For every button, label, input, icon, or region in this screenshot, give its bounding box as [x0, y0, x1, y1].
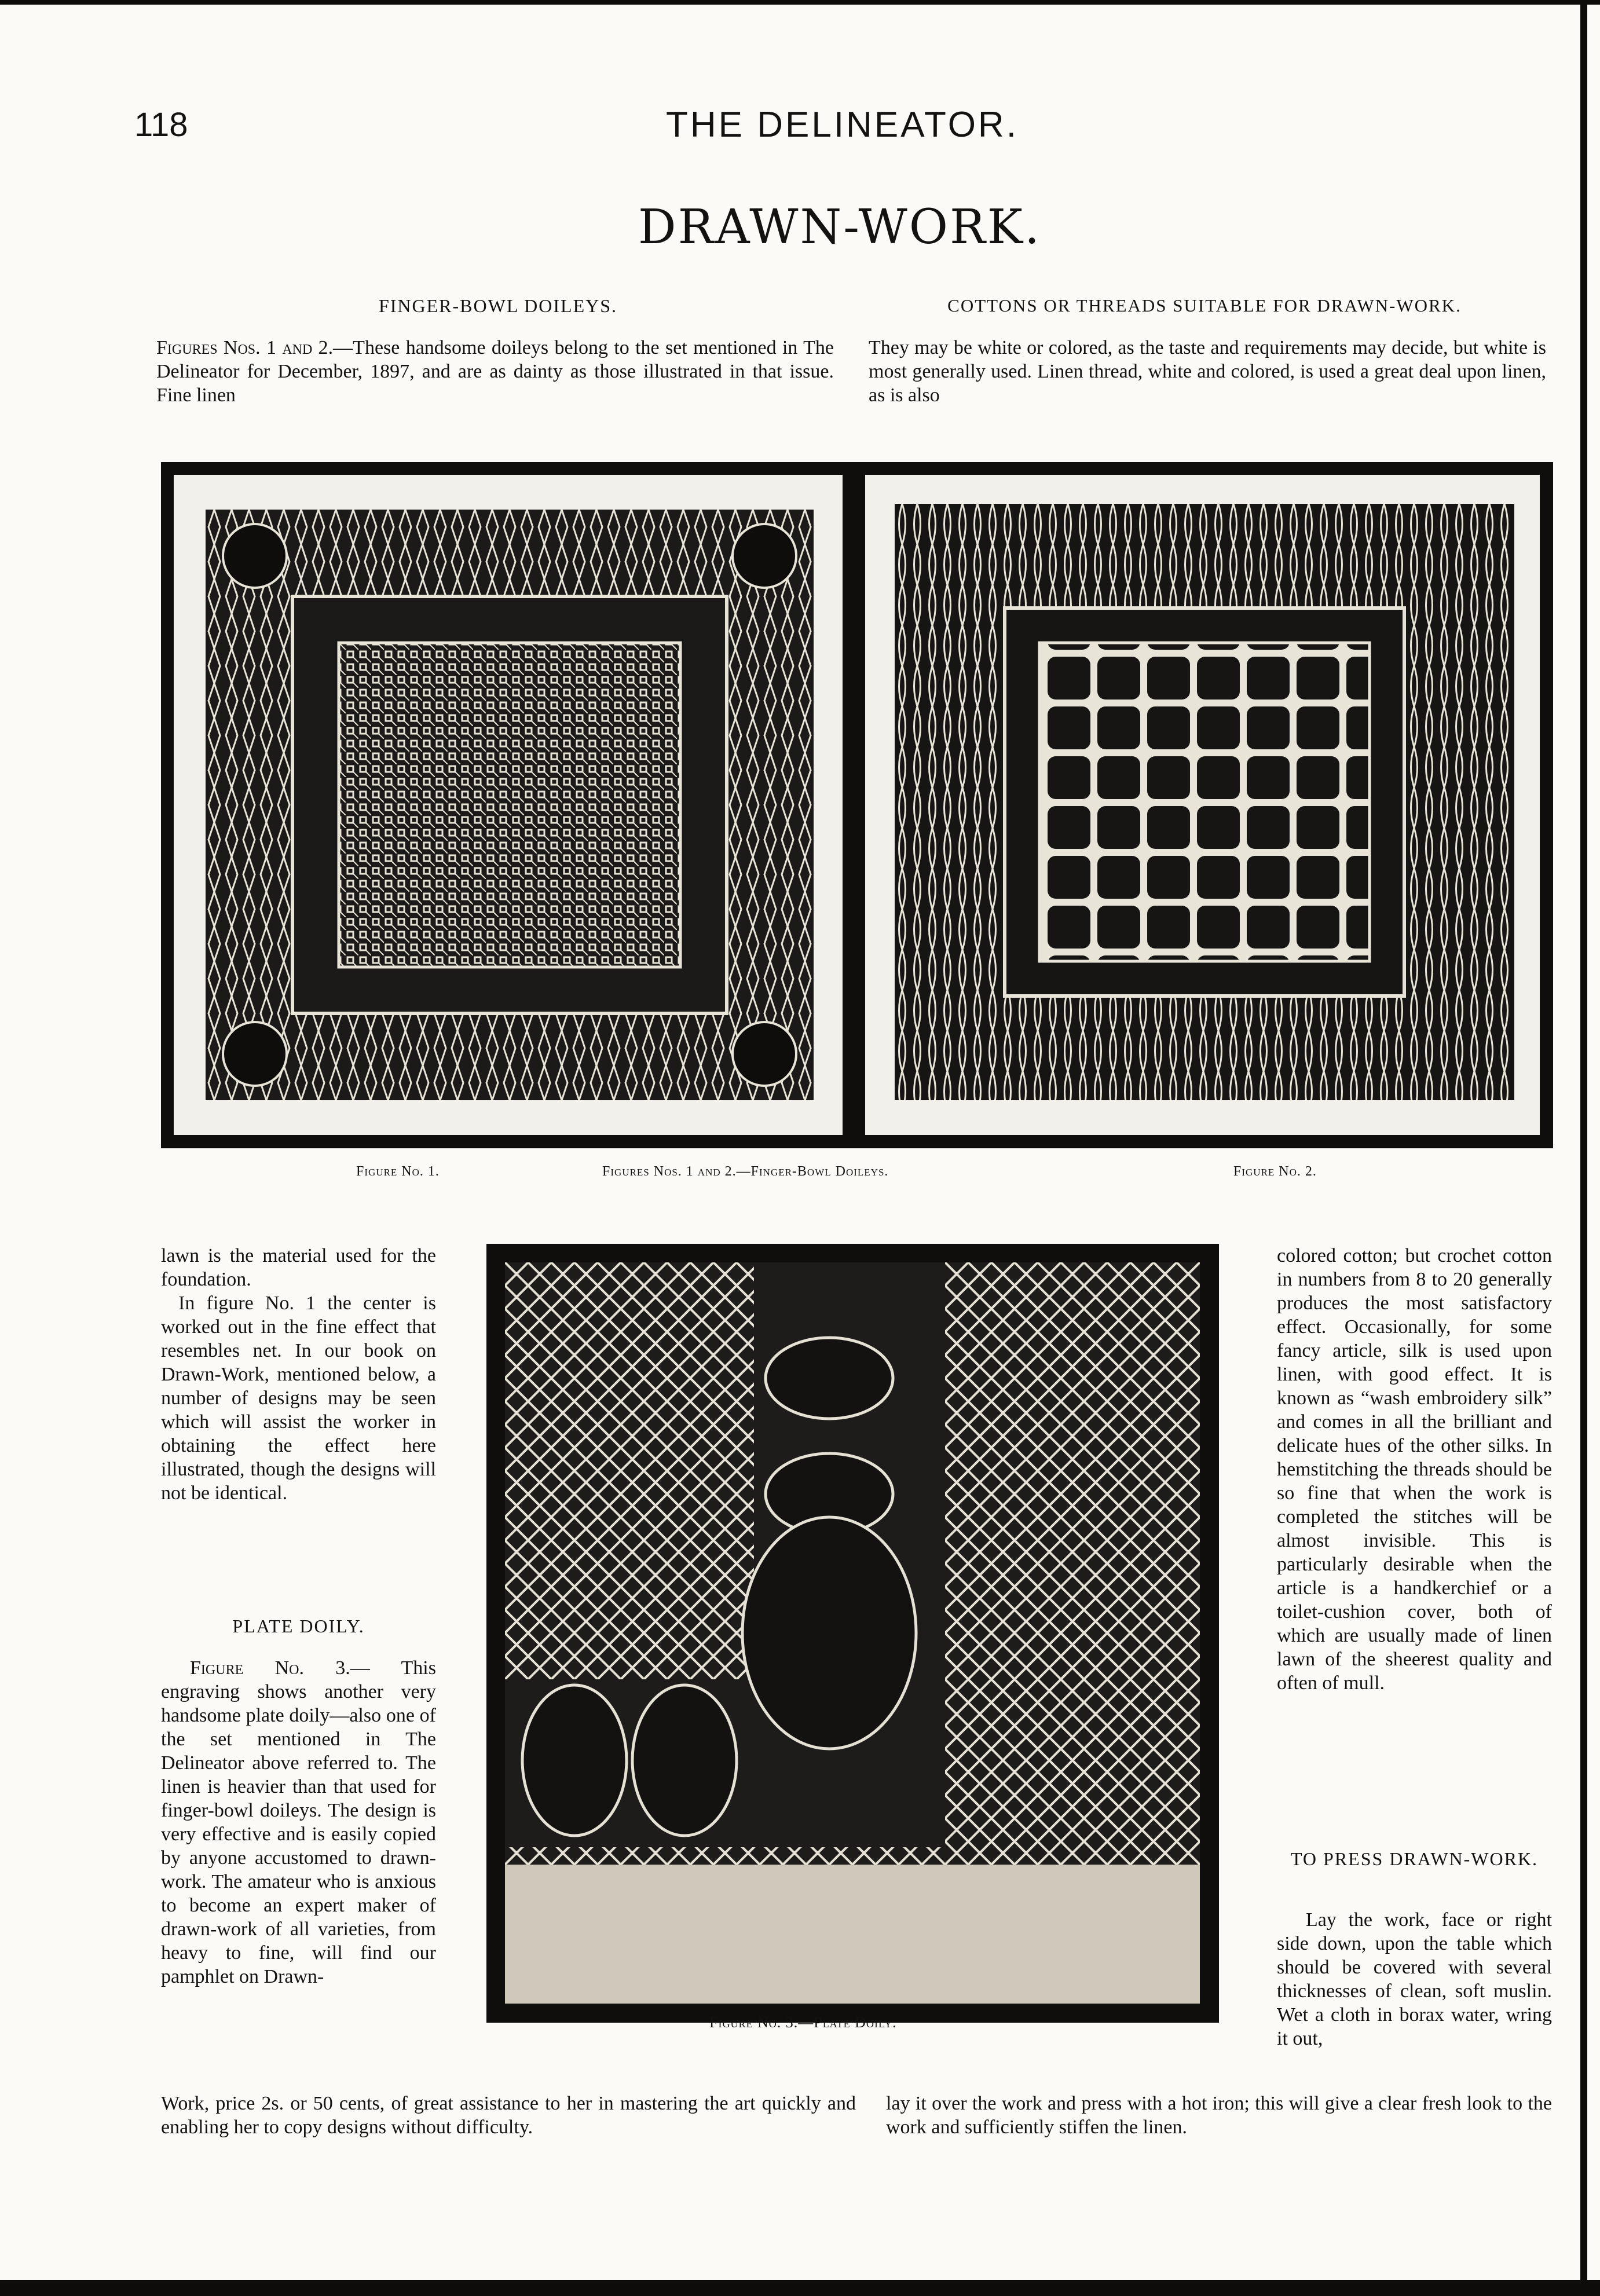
heading-plate-doily: PLATE DOILY. — [232, 1616, 365, 1636]
heading-finger-bowl: FINGER-BOWL DOILEYS. — [378, 295, 618, 316]
caption-figure-3: Figure No. 3.—Plate Doily. — [709, 2014, 897, 2031]
heading-press: TO PRESS DRAWN-WORK. — [1290, 1848, 1539, 1869]
page-bottom-edge — [0, 2280, 1600, 2296]
press-closing: lay it over the work and press with a hot iron; this will give a clear fresh look to the work and sufficiently stiffen the linen. — [886, 2093, 1552, 2138]
plate-doily-lead: Figure No. 3. — [190, 1657, 350, 1679]
heading-cottons: COTTONS OR THREADS SUITABLE FOR DRAWN-WORK. — [947, 295, 1462, 316]
figure-2-image — [895, 504, 1514, 1100]
page-right-edge — [1580, 0, 1587, 2296]
page-number: 118 — [134, 106, 188, 144]
press-text: Lay the work, face or right side down, upon the table which should be covered with several thicknesses of clean, soft muslin. Wet a cloth in borax water, wring it out, — [1277, 1909, 1552, 2049]
figure-1-image — [206, 510, 814, 1100]
finger-bowl-lead: Figures Nos. 1 and 2. — [156, 337, 334, 358]
finger-bowl-text: —These handsome doileys belong to the set mentioned in The Delineator for December, 1897, and are as dainty as those illustrated in that issue. Fine linen — [156, 337, 834, 406]
caption-figures-1-2: Figures Nos. 1 and 2.—Finger-Bowl Doileys. — [602, 1164, 889, 1179]
running-title: THE DELINEATOR. — [666, 105, 1019, 145]
caption-figure-1: Figure No. 1. — [356, 1164, 440, 1179]
finger-bowl-continuation: lawn is the material used for the foundation. — [161, 1245, 436, 1290]
caption-figure-2: Figure No. 2. — [1233, 1164, 1317, 1179]
finger-bowl-figure-1-text: In figure No. 1 the center is worked out in the fine effect that resembles net. In our book on Drawn-Work, mentioned below, a number of designs may be seen which will assist the worker in obtaining the effect here illustrated, though the designs will not be identical. — [161, 1292, 436, 1504]
article-title: DRAWN-WORK. — [638, 200, 1042, 255]
plate-doily-closing: Work, price 2s. or 50 cents, of great assistance to her in mastering the art quickly and enabling her to copy designs without difficulty. — [161, 2093, 856, 2138]
plate-doily-text — [161, 1656, 436, 1989]
plate-doily-body: — This engraving shows another very handsome plate doily—also one of the set mentioned in The Delineator above referred to. The linen is heavier than that used for finger-bowl doileys. The design is very effective and is easily copied by anyone accustomed to drawn-work. The amateur who is anxious to become an expert maker of drawn-work of all varieties, from heavy to fine, will find our pamphlet on Drawn- — [161, 1657, 436, 1987]
figure-3-image — [505, 1262, 1200, 2004]
cottons-continuation: colored cotton; but crochet cotton in numbers from 8 to 20 generally produces the most satisfactory effect. Occasionally, for some fancy article, silk is used upon linen, with good effect. It is known as “wash embroidery silk” and comes in all the brilliant and delicate hues of the other silks. In hemstitching the threads should be so fine that when the work is completed the stitches will be almost invisible. This is particularly desirable when the article is a handkerchief or a toilet-cushion cover, both of which are usually made of linen lawn of the sheerest quality and often of mull. — [1277, 1245, 1552, 1694]
cottons-intro: They may be white or colored, as the taste and requirements may decide, but white is most generally used. Linen thread, white and colored, is used a great deal upon linen, as is also — [869, 337, 1546, 406]
page-top-edge — [0, 0, 1600, 5]
finger-bowl-intro — [156, 336, 834, 407]
